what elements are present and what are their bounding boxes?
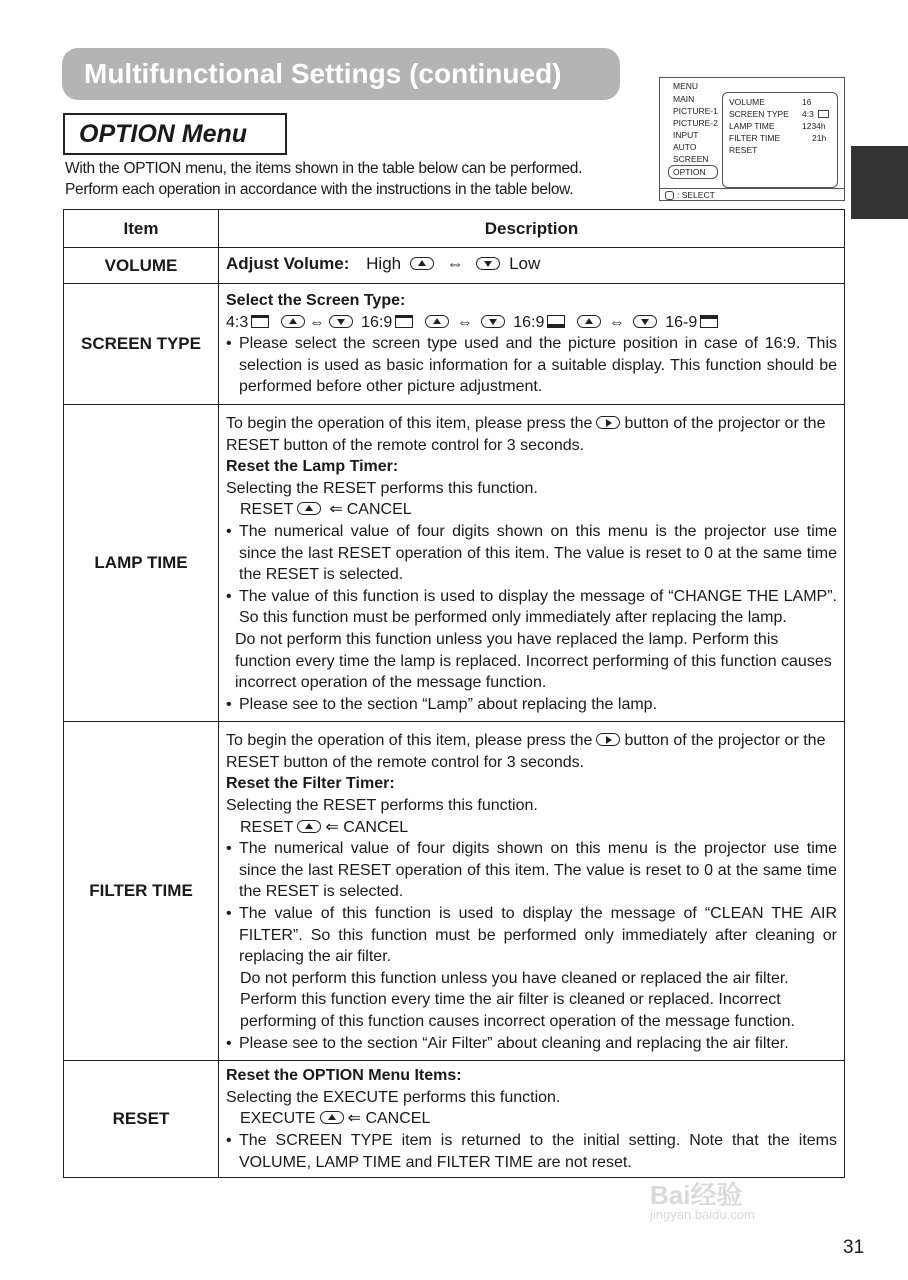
submenu-row: [729, 132, 837, 144]
description-cell: [219, 248, 845, 284]
table-row-filter-time: [64, 722, 845, 1061]
left-arrow-icon: ⇐: [329, 501, 343, 519]
down-button-icon: [633, 315, 657, 328]
table-row-lamp-time: [64, 404, 845, 721]
submenu-row: [729, 108, 837, 120]
submenu-value: 4:3: [802, 109, 814, 119]
reset-bullet-1: • The SCREEN TYPE item is returned to the initial setting. Note that the items VOLUME, LAMP TIME and FILTER TIME are not reset.: [226, 1130, 837, 1173]
filter-intro-b: button of the projector or the RESET button of the remote control for 3 seconds.: [226, 732, 826, 771]
screen-type-label: Select the Screen Type:: [226, 292, 406, 309]
item-cell: FILTER TIME: [64, 722, 219, 1061]
intro-text: [65, 158, 625, 200]
description-cell: [219, 722, 845, 1061]
menu-item: MAIN: [673, 94, 695, 104]
down-button-icon: [329, 315, 353, 328]
submenu-key: RESET: [729, 145, 758, 155]
watermark-url: jingyan.baidu.com: [650, 1207, 755, 1222]
section-title-box: [63, 113, 287, 155]
reset-menu-text: Selecting the EXECUTE performs this function.: [226, 1088, 561, 1106]
screen-option: 16:9: [513, 313, 545, 331]
item-cell: RESET: [64, 1061, 219, 1178]
both-arrow-icon: ⇔: [608, 313, 625, 331]
intro-line-2: Perform each operation in accordance with the instructions in the table below.: [65, 181, 574, 198]
volume-high: High: [366, 254, 402, 274]
section-title: OPTION Menu: [79, 120, 248, 148]
menu-item: PICTURE-2: [673, 118, 718, 128]
submenu-value: 16: [802, 97, 812, 107]
up-button-icon: [297, 502, 321, 515]
both-arrow-icon: ⇔: [308, 313, 325, 331]
menu-title: MENU: [673, 81, 699, 91]
cancel-label: CANCEL: [365, 1110, 431, 1128]
lamp-intro-b: button of the projector or the RESET button of the remote control for 3 seconds.: [226, 414, 826, 454]
submenu-value: 1234h: [802, 121, 826, 131]
right-button-icon: [596, 416, 620, 429]
reset-label: RESET: [240, 501, 294, 519]
intro-line-1: With the OPTION menu, the items shown in the table below can be performed.: [65, 160, 583, 177]
submenu-key: SCREEN TYPE: [729, 109, 789, 119]
screen-43-icon: [251, 315, 269, 328]
up-button-icon: [425, 315, 449, 328]
screen-type-bullet: • Please select the screen type used and the picture position in case of 16:9. This selection is used as basic information for a suitable display. This function should be performed before other picture adjustment.: [226, 333, 837, 398]
cancel-label: CANCEL: [346, 501, 412, 519]
page-number: 31: [843, 1237, 865, 1258]
header-item: Item: [64, 210, 219, 248]
submenu-value: 21h: [812, 133, 827, 143]
submenu-row: [729, 144, 837, 156]
up-button-icon: [281, 315, 305, 328]
filter-reset-label: Reset the Filter Timer:: [226, 775, 395, 793]
table-row-volume: [64, 248, 845, 284]
screen-option: 16-9: [665, 313, 698, 331]
reset-menu-label: Reset the OPTION Menu Items:: [226, 1067, 462, 1085]
menu-item: INPUT: [673, 130, 699, 140]
item-cell: SCREEN TYPE: [64, 284, 219, 405]
submenu-panel: [722, 92, 838, 188]
right-button-icon: [596, 733, 620, 746]
menu-footer-label: : SELECT: [677, 190, 715, 200]
lamp-intro: [226, 413, 837, 456]
filter-reset-sequence: [226, 817, 837, 839]
item-cell: VOLUME: [64, 248, 219, 284]
screen-option: 16:9: [361, 313, 393, 331]
description-cell: [219, 404, 845, 721]
both-arrow-icon: ⇔: [456, 313, 473, 331]
watermark-logo: Bai经验: [650, 1180, 743, 1210]
screen-option: 4:3: [226, 313, 249, 331]
menu-item: AUTO: [673, 142, 697, 152]
up-button-icon: [577, 315, 601, 328]
filter-bullet-2: • The value of this function is used to display the message of “CLEAN THE AIR FILTER”. So this function must be performed only immediately after cleaning or replacing the air filter.: [226, 903, 837, 968]
submenu-key: VOLUME: [729, 97, 765, 107]
option-table: [63, 209, 845, 1178]
lamp-reset-sequence: [226, 499, 837, 521]
volume-low: Low: [509, 254, 541, 274]
menu-item: SCREEN: [673, 154, 709, 164]
submenu-row: [729, 120, 837, 132]
table-header-row: [64, 210, 845, 248]
table-row-reset: [64, 1061, 845, 1178]
reset-menu-sequence: [226, 1108, 837, 1130]
menu-footer: [660, 188, 844, 201]
lamp-bullet-2: • The value of this function is used to display the message of “CHANGE THE LAMP”. So this function must be performed only immediately after replacing the lamp.: [226, 586, 837, 629]
lamp-intro-a: To begin the operation of this item, please press the: [226, 414, 593, 432]
select-button-icon: [665, 191, 674, 200]
screen-169-bottom-icon: [547, 315, 565, 328]
menu-item-selected: OPTION: [668, 165, 718, 179]
page-title-banner: [62, 48, 620, 100]
up-button-icon: [320, 1111, 344, 1124]
menu-item: PICTURE-1: [673, 106, 718, 116]
page-title: Multifunctional Settings (continued): [84, 58, 562, 89]
filter-reset-text: Selecting the RESET performs this function.: [226, 797, 538, 815]
filter-intro-a: To begin the operation of this item, please press the: [226, 732, 593, 750]
side-tab: [851, 146, 908, 219]
submenu-row: [729, 96, 837, 108]
filter-bullet-3: • Please see to the section “Air Filter” about cleaning and replacing the air filter.: [226, 1033, 837, 1055]
item-cell: LAMP TIME: [64, 404, 219, 721]
filter-bullet-1: • The numerical value of four digits shown on this menu is the projector use time since the last RESET operation of this item. The value is reset to 0 at the same time the RESET is selected.: [226, 838, 837, 903]
menu-list: [673, 93, 718, 179]
volume-label: Adjust Volume:: [226, 254, 350, 274]
submenu-key: FILTER TIME: [729, 133, 781, 143]
reset-label: RESET: [240, 818, 294, 836]
lamp-bullet-1: • The numerical value of four digits shown on this menu is the projector use time since the last RESET operation of this item. The value is reset to 0 at the same time the RESET is selected.: [226, 521, 837, 586]
screen-type-sequence: [226, 312, 837, 334]
screen-169-top-icon: [395, 315, 413, 328]
lamp-bullet-3: • Please see to the section “Lamp” about replacing the lamp.: [226, 694, 837, 716]
header-description: Description: [219, 210, 845, 248]
lamp-reset-text: Selecting the RESET performs this function.: [226, 479, 538, 497]
description-cell: [219, 1061, 845, 1178]
cancel-label: CANCEL: [343, 818, 409, 836]
table-row-screen-type: [64, 284, 845, 405]
menu-screen-illustration: [659, 77, 845, 201]
left-arrow-icon: ⇐: [325, 818, 339, 836]
lamp-note: Do not perform this function unless you have replaced the lamp. Perform this function every time the lamp is replaced. Incorrect performing of this function causes incorrect operation of the message function.: [235, 630, 832, 692]
up-button-icon: [410, 257, 434, 270]
description-cell: [219, 284, 845, 405]
submenu-key: LAMP TIME: [729, 121, 775, 131]
both-arrow-icon: ⇔: [446, 254, 464, 274]
lamp-reset-label: Reset the Lamp Timer:: [226, 458, 399, 476]
down-button-icon: [481, 315, 505, 328]
execute-label: EXECUTE: [240, 1110, 316, 1128]
filter-note: Do not perform this function unless you have cleaned or replaced the air filter. Perform this function every time the air filter is cleaned or replaced. Incorrect performing of this function causes incorrect operation of the message function.: [240, 969, 795, 1030]
up-button-icon: [297, 820, 321, 833]
filter-intro: [226, 730, 837, 773]
screen-ratio-icon: [818, 110, 829, 118]
down-button-icon: [476, 257, 500, 270]
left-arrow-icon: ⇐: [347, 1110, 361, 1128]
screen-169-center-icon: [700, 315, 718, 328]
